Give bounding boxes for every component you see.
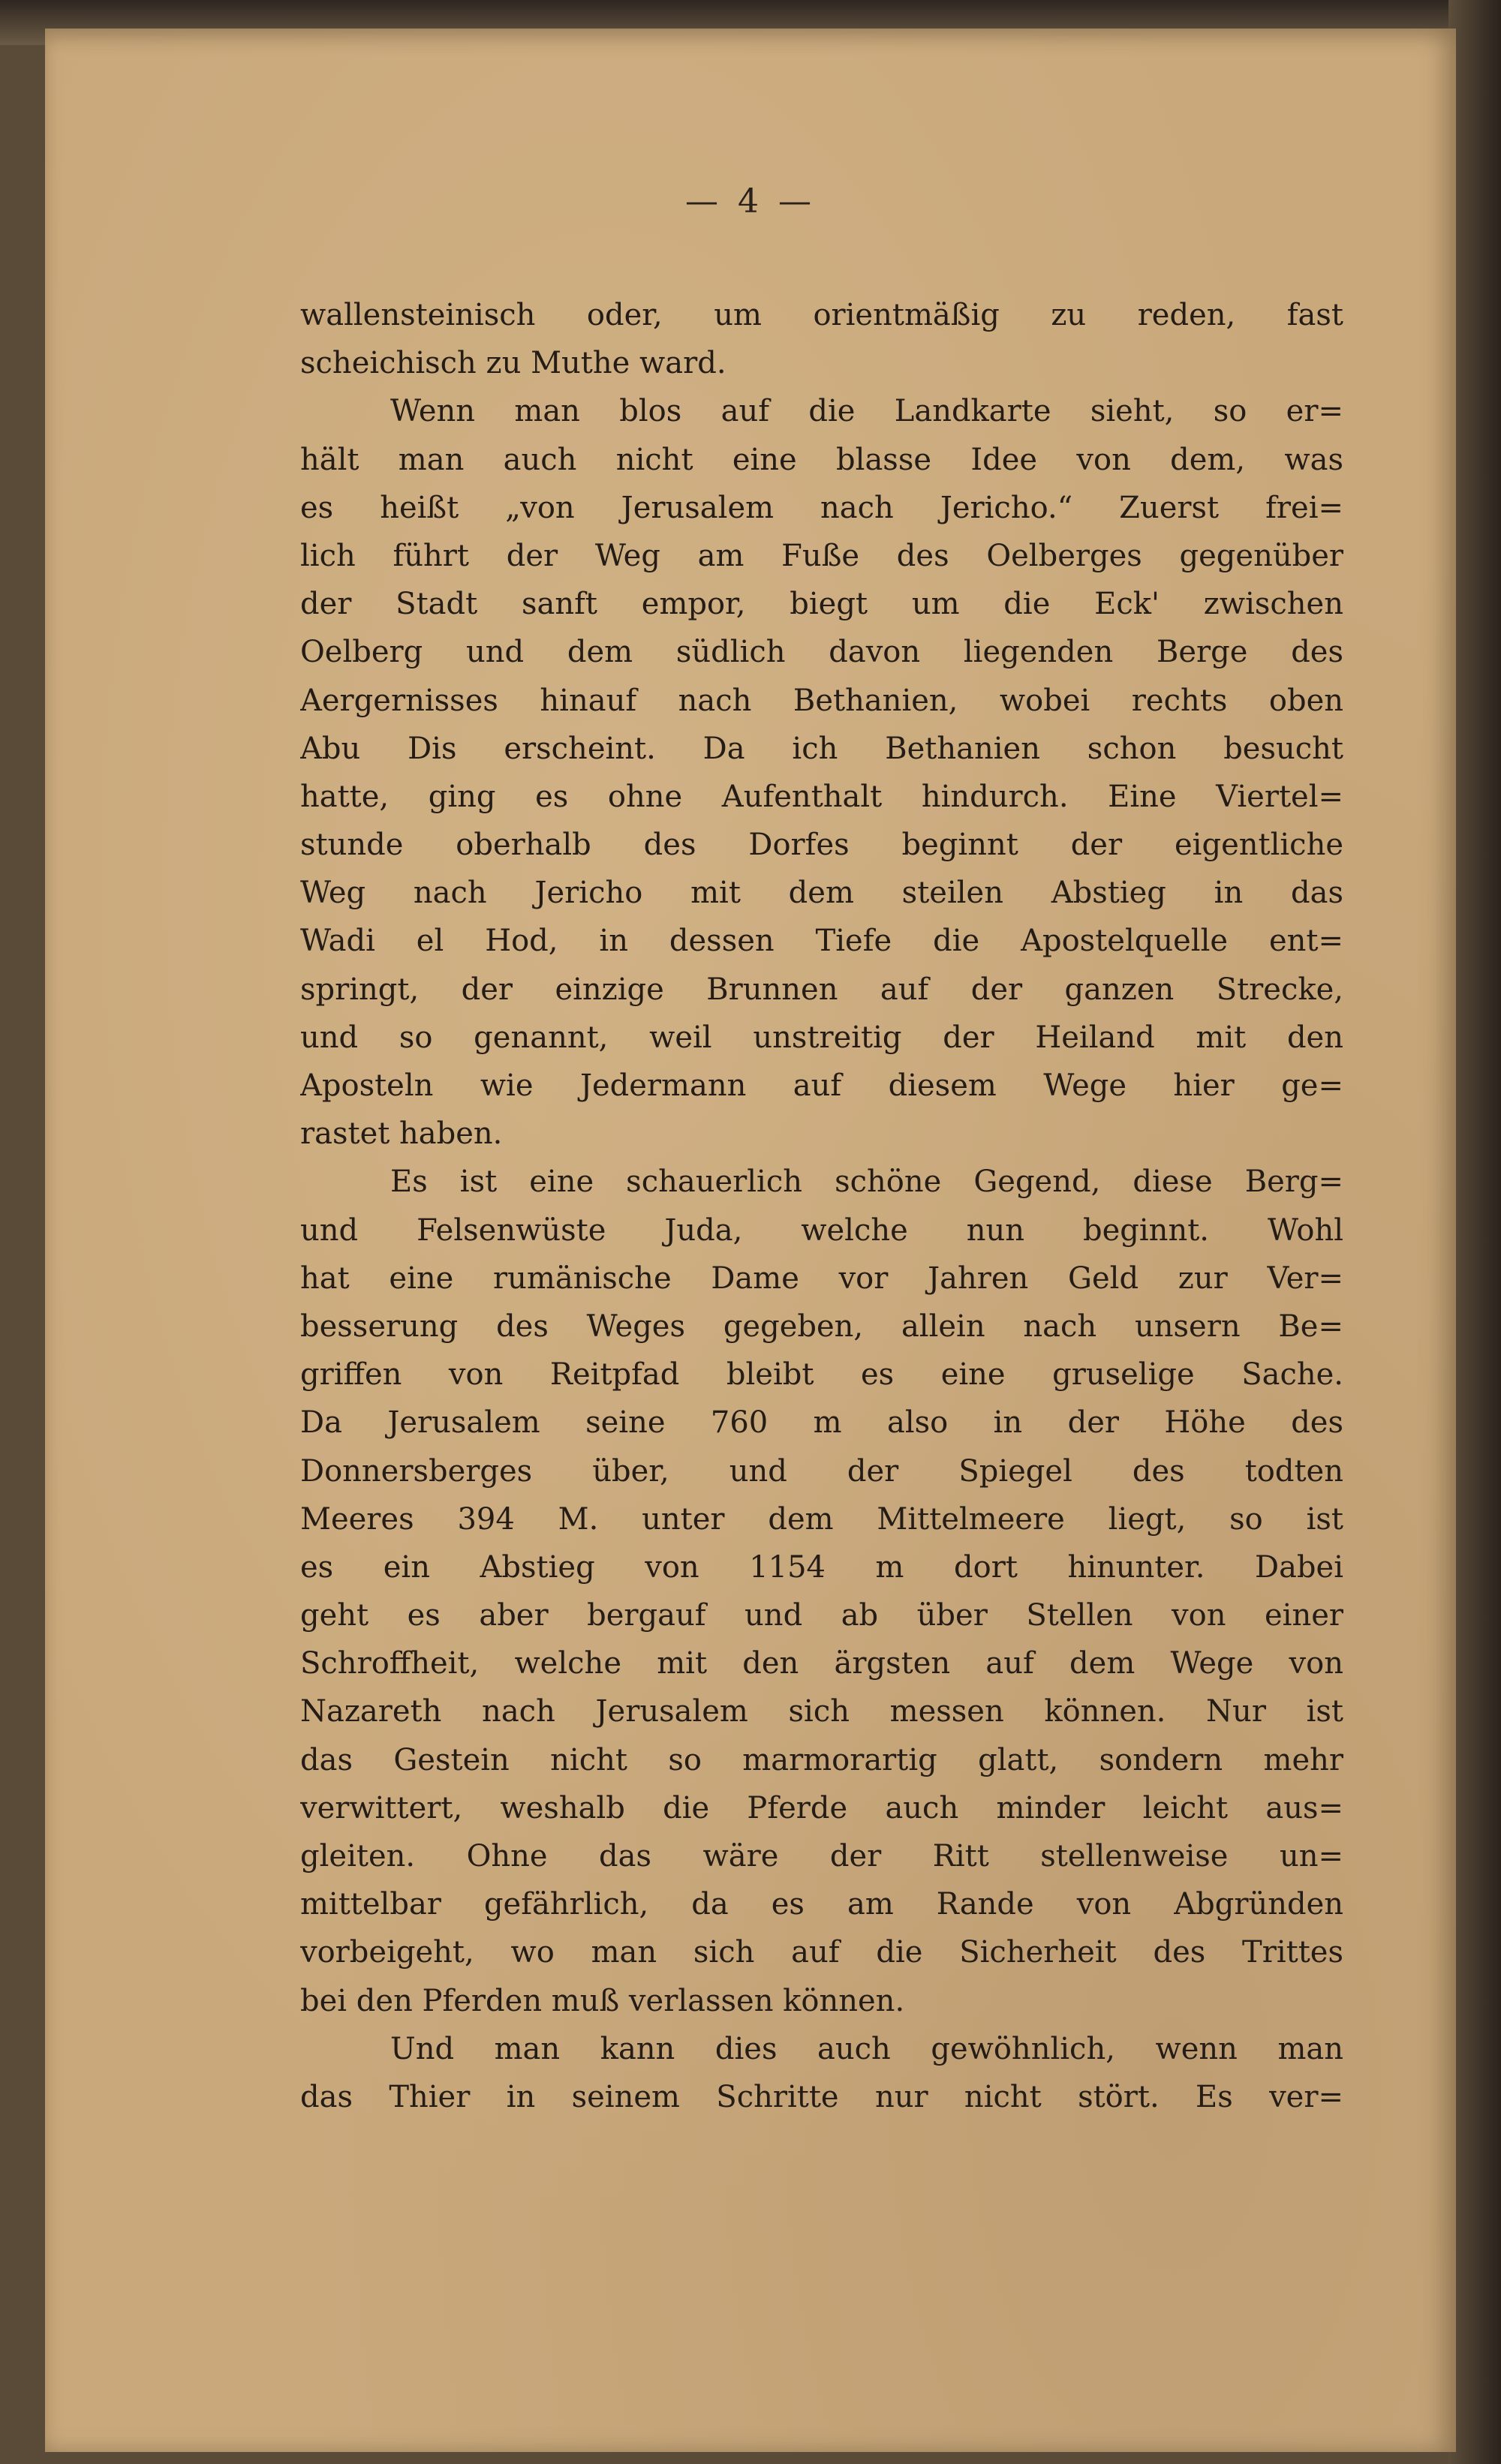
text-line: und Felsenwüste Juda, welche nun beginnt. Wohl [300, 1212, 1343, 1248]
text-line: griffen von Reitpfad bleibt es eine gruselige Sache. [300, 1357, 1343, 1393]
text-line: scheichisch zu Muthe ward. [300, 346, 726, 381]
text-line: Schroffheit, welche mit den ärgsten auf dem Wege von [300, 1646, 1343, 1681]
text-line: hat eine rumänische Dame vor Jahren Geld zur Ver= [300, 1261, 1343, 1296]
text-line: das Gestein nicht so marmorartig glatt, sondern mehr [300, 1742, 1343, 1777]
text-line: hält man auch nicht eine blasse Idee von dem, was [300, 442, 1343, 477]
text-line: wallensteinisch oder, um orientmäßig zu reden, fast [300, 298, 1343, 332]
text-line: stunde oberhalb des Dorfes beginnt der eigentliche [300, 828, 1343, 863]
text-line: Wadi el Hod, in dessen Tiefe die Apostelquelle ent= [300, 924, 1343, 959]
text-line: Oelberg und dem südlich davon liegenden Berge des [300, 635, 1343, 670]
text-line: das Thier in seinem Schritte nur nicht stört. Es ver= [300, 2079, 1343, 2114]
text-line: es heißt „von Jerusalem nach Jericho.“ Zuerst frei= [300, 490, 1343, 525]
text-line: Abu Dis erscheint. Da ich Bethanien schon besucht [300, 731, 1343, 766]
text-line: der Stadt sanft empor, biegt um die Eck' zwischen [300, 587, 1343, 622]
text-line: besserung des Weges gegeben, allein nach unsern Be= [300, 1309, 1343, 1344]
text-line: verwittert, weshalb die Pferde auch minder leicht aus= [300, 1790, 1343, 1825]
text-line: gleiten. Ohne das wäre der Ritt stellenweise un= [300, 1839, 1343, 1874]
text-line: bei den Pferden muß verlassen können. [300, 1983, 905, 2018]
text-line: Und man kann dies auch gewöhnlich, wenn man [390, 2031, 1343, 2066]
text-line: Da Jerusalem seine 760 m also in der Höhe des [300, 1405, 1343, 1441]
text-line: lich führt der Weg am Fuße des Oelberges gegenüber [300, 538, 1343, 573]
book-page [45, 29, 1456, 2452]
text-line: vorbeigeht, wo man sich auf die Sicherheit des Trittes [300, 1935, 1343, 1970]
text-line: mittelbar gefährlich, da es am Rande von Abgründen [300, 1887, 1343, 1922]
text-line: Donnersberges über, und der Spiegel des todten [300, 1453, 1343, 1489]
text-line: Meeres 394 M. unter dem Mittelmeere liegt, so ist [300, 1501, 1343, 1537]
text-line: Aposteln wie Jedermann auf diesem Wege hier ge= [300, 1068, 1343, 1103]
page-number: — 4 — [685, 182, 816, 221]
text-line: Nazareth nach Jerusalem sich messen können. Nur ist [300, 1694, 1343, 1729]
text-line: Aergernisses hinauf nach Bethanien, wobei rechts oben [300, 683, 1343, 718]
text-line: rastet haben. [300, 1116, 503, 1152]
text-line: Es ist eine schauerlich schöne Gegend, diese Berg= [390, 1164, 1343, 1200]
text-line: hatte, ging es ohne Aufenthalt hindurch. Eine Viertel= [300, 779, 1343, 814]
text-line: und so genannt, weil unstreitig der Heiland mit den [300, 1020, 1343, 1055]
text-line: springt, der einzige Brunnen auf der ganzen Strecke, [300, 972, 1343, 1007]
scan-background-right [1448, 0, 1501, 2464]
text-line: geht es aber bergauf und ab über Stellen von einer [300, 1598, 1343, 1633]
text-line: Wenn man blos auf die Landkarte sieht, so er= [390, 394, 1343, 429]
body-text [300, 291, 1343, 2121]
text-line: es ein Abstieg von 1154 m dort hinunter. Dabei [300, 1549, 1343, 1585]
text-line: Weg nach Jericho mit dem steilen Abstieg in das [300, 876, 1343, 911]
